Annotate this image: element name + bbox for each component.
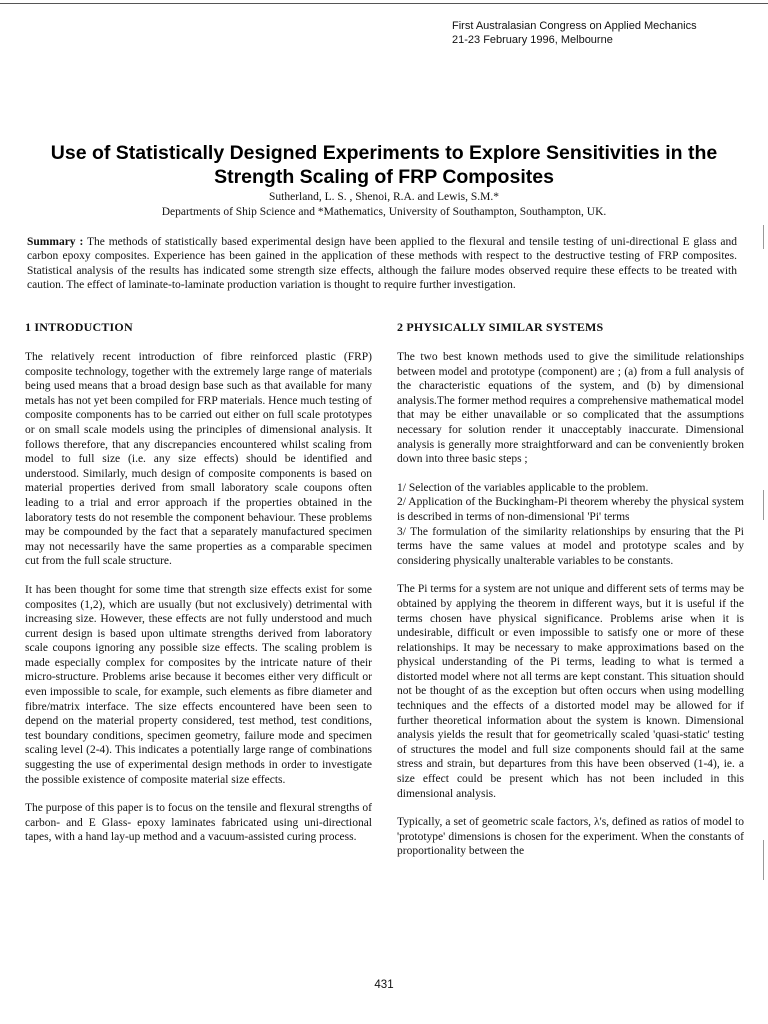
section-heading-introduction: 1 INTRODUCTION	[25, 320, 133, 334]
right-column	[397, 320, 744, 873]
page-number: 431	[374, 979, 394, 991]
analysis-steps-list	[397, 481, 744, 569]
conference-date-location: 21-23 February 1996, Melbourne	[452, 34, 613, 46]
analysis-step-1: 1/ Selection of the variables applicable to the problem.	[397, 481, 649, 494]
paper-title: Use of Statistically Designed Experiments to Explore Sensitivities in the Strength Scaling of FRP Composites	[50, 142, 718, 188]
intro-paragraph-2: It has been thought for some time that strength size effects exist for some composites (1,2), which are usually (but not exclusively) detrimental with increasing size. However, these effects are not fully understood and much current design is based upon ultimate strengths derived from laboratory scale coupons ignoring any possible size effects. The scaling problem is made especially complex for composites by the intricate nature of their micro-structure. Problems arise because it becomes either very difficult or even impossible to scale, for example, such elements as fibre diameter and fibre/matrix interface. The size effects encountered have been seen to depend on the material property considered, test method, test conditions, test boundary conditions, specimen geometry, failure mode and specimen scaling level (2-4). This indicates a potentially large range of combinations suggesting the use of experimental design methods in order to investigate the possible existence of composite material size effects.	[25, 583, 372, 786]
analysis-step-3: 3/ The formulation of the similarity relationships by ensuring that the Pi terms have the same values at model and prototype scales and by considering physically unalterable variables to be constants.	[397, 525, 744, 567]
conference-header	[452, 19, 697, 47]
summary-block	[27, 235, 737, 293]
paper-affiliation: Departments of Ship Science and *Mathematics, University of Southampton, Southampton, UK.	[161, 206, 607, 218]
conference-name: First Australasian Congress on Applied Mechanics	[452, 20, 697, 32]
similar-systems-intro: The two best known methods used to give the similitude relationships between model and prototype (component) are ; (a) from a full analysis of the characteristic equations of the system, and (b) by dimensional analysis.The former method requires a comprehensive mathematical model that may be either unavailable or so complicated that the assumptions necessary for solution render it unacceptably inaccurate. Dimensional analysis is generally more straightforward and can be conveniently broken down into three basic steps ;	[397, 351, 744, 466]
summary-label: Summary :	[27, 236, 84, 248]
analysis-step-2: 2/ Application of the Buckingham-Pi theorem whereby the physical system is described in terms of non-dimensional 'Pi' terms	[397, 496, 744, 523]
scan-edge-mark	[763, 225, 764, 249]
similar-systems-paragraph-2: Typically, a set of geometric scale factors, λ's, defined as ratios of model to 'prototype' dimensions is chosen for the experiment. When the constants of proportionality between the	[397, 816, 744, 858]
left-column	[25, 320, 372, 859]
section-heading-similar-systems: 2 PHYSICALLY SIMILAR SYSTEMS	[397, 320, 604, 334]
summary-text: The methods of statistically based experimental design have been applied to the flexural and tensile testing of uni-directional E glass and carbon epoxy composites. Experience has been gained in the application of these methods with respect to the destructive testing of FRP composites. Statistical analysis of the results has indicated some strength size effects, although the failure modes observed require these effects to be treated with caution. The effect of laminate-to-laminate production variation is thought to require further investigation.	[27, 236, 738, 292]
intro-paragraph-1: The relatively recent introduction of fibre reinforced plastic (FRP) composite technology, together with the extremely large range of materials being used means that a broad design base such as that available for many metals has not yet been compiled for FRP materials. Hence much testing of composite components has to be carried out either on full scale prototypes or on small scale models using the principles of dimensional analysis. It follows therefore, that any discrepancies encountered whilst scaling from model to full size (i.e. any size effects) should be identified and understood. Similarly, much design of composite components is based on material properties derived from small laboratory scale coupons often leading to a trial and error approach if the properties obtained in the laboratory tests do not resemble the component behaviour. These problems may be compounded by the fact that a separately manufactured specimen may not necessarily have the same properties as a comparable specimen cut from the full scale structure.	[25, 351, 372, 568]
paper-authors: Sutherland, L. S. , Shenoi, R.A. and Lewis, S.M.*	[269, 191, 499, 203]
scan-edge-mark	[763, 840, 764, 880]
top-rule	[0, 3, 768, 4]
intro-paragraph-3: The purpose of this paper is to focus on the tensile and flexural strengths of carbon- and E Glass- epoxy laminates fabricated using uni-directional tapes, with a hand lay-up method and a vacuum-assisted curing process.	[25, 802, 372, 844]
scan-edge-mark	[763, 490, 764, 520]
similar-systems-paragraph-1: The Pi terms for a system are not unique and different sets of terms may be obtained by applying the theorem in different ways, but it is useful if the terms chosen have physical significance. Problems arise when it is undesirable, difficult or even impossible to satisfy one or more of these relationships. It may be necessary to make approximations based on the physical understanding of the Pi terms, leading to what is termed a distorted model where not all terms are kept constant. This situation should not be thought of as the exception but often occurs when using modelling techniques and the effects of a distorted model may be allowed for if further theoretical information about the system is known. Dimensional analysis yields the result that for geometrically scaled 'quasi-static' testing of structures the model and full size components should fail at the same stress and strain, but departures from this have been observed (1-4), ie. a size effect could be present which has not been included in this dimensional analysis.	[397, 583, 744, 800]
